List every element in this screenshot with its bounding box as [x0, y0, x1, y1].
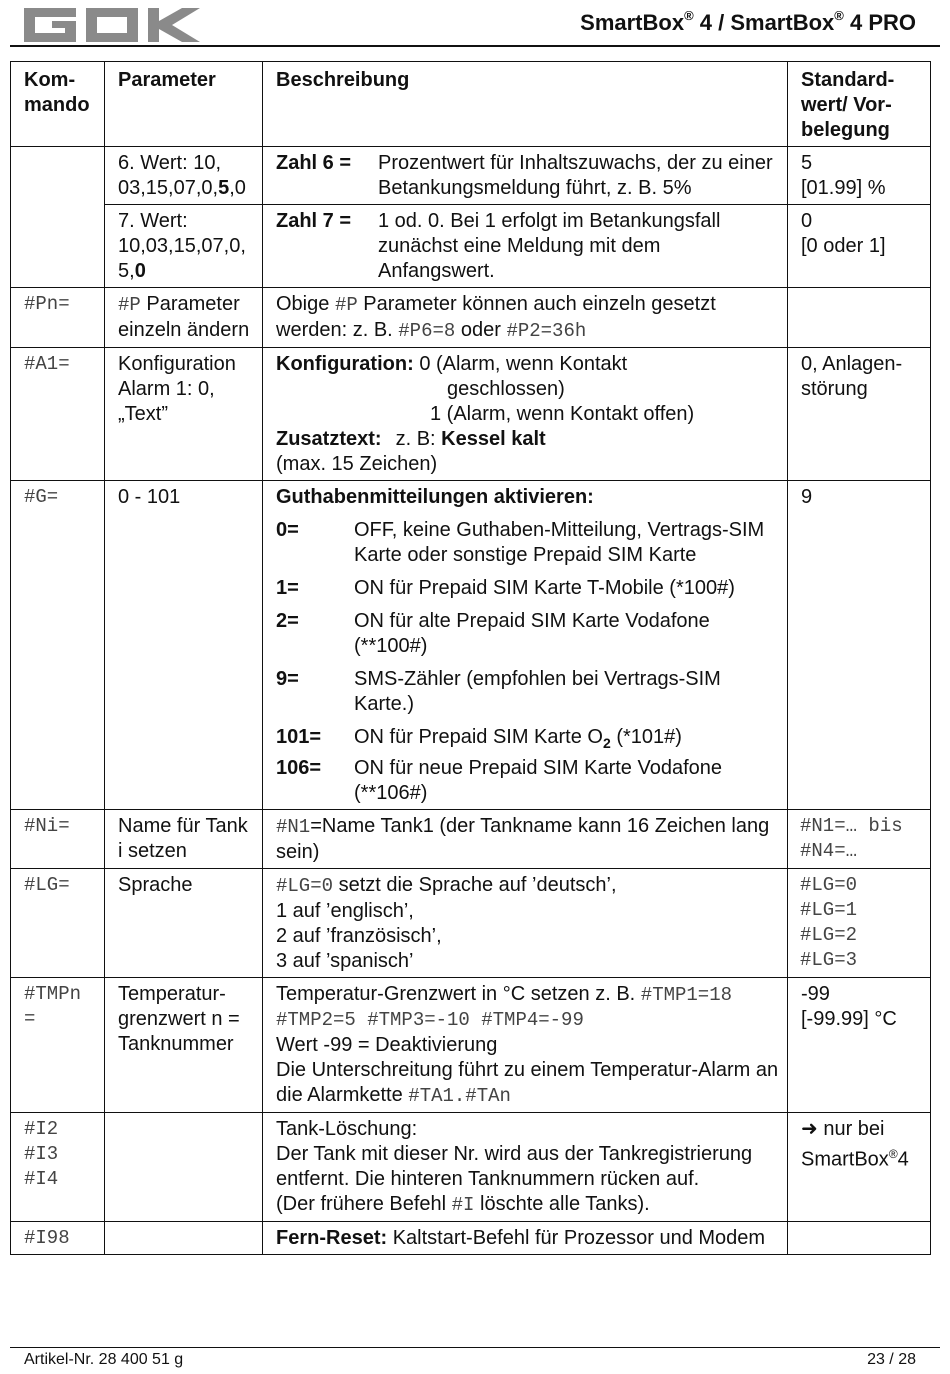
footer-rule: [10, 1347, 940, 1348]
desc-cell: #LG=0 setzt die Sprache auf ’deutsch’, 1 auf ’englisch’, 2 auf ’französisch’, 3 auf ’spanisch’: [263, 869, 788, 978]
arrow-right-icon: ➜: [801, 1118, 818, 1140]
desc-cell: Zahl 7 = 1 od. 0. Bei 1 erfolgt im Betankungsfall zunächst eine Meldung mit dem Anfangswert.: [263, 205, 788, 288]
header-rule: [10, 45, 940, 47]
param-cell-empty: [105, 1222, 263, 1255]
header-parameter: Parameter: [105, 62, 263, 147]
header-standard: Standard- wert/ Vor- belegung: [788, 62, 931, 147]
desc-cell: Zahl 6 = Prozentwert für Inhaltszuwachs, der zu einer Betankungsmeldung führt, z. B. 5%: [263, 147, 788, 205]
cmd-cell: #TMPn =: [11, 978, 105, 1113]
std-cell-empty: [788, 288, 931, 348]
cmd-cell: #I2 #I3 #I4: [11, 1113, 105, 1222]
std-cell: 5 [01.99] %: [788, 147, 931, 205]
desc-cell: Temperatur-Grenzwert in °C setzen z. B. #TMP1=18 #TMP2=5 #TMP3=-10 #TMP4=-99 Wert -99 = Deaktivierung Die Unterschreitung führt zu einem Temperatur-Alarm an die Alarmkette #TA1.#TAn: [263, 978, 788, 1113]
param-cell: 0 - 101: [105, 481, 263, 810]
desc-cell: Obige #P Parameter können auch einzeln gesetzt werden: z. B. #P6=8 oder #P2=36h: [263, 288, 788, 348]
desc-cell: Guthabenmitteilungen aktivieren: 0= OFF, keine Guthaben-Mitteilung, Vertrags-SIM Karte oder sonstige Prepaid SIM Karte 1= ON für Prepaid SIM Karte T-Mobile (*100#) 2= ON für alte Prepaid SIM Karte Vodafone (**100#) 9= SMS-Zähler (empfohlen bei Vertrags-SIM Karte.) 101= ON für Prepaid SIM Karte $O_2$ (*101#) 106= ON für neue Prepaid SIM Karte Vodafone (**106#): [263, 481, 788, 810]
param-cell: 6. Wert: 10, 03,15,07,0,5,0: [105, 147, 263, 205]
cmd-cell: #I98: [11, 1222, 105, 1255]
std-cell: 0, Anlagen-störung: [788, 348, 931, 481]
std-cell: 0 [0 oder 1]: [788, 205, 931, 288]
cmd-cell: #G=: [11, 481, 105, 810]
std-cell: -99 [-99.99] °C: [788, 978, 931, 1113]
cmd-cell: #A1=: [11, 348, 105, 481]
command-table: [10, 61, 931, 1255]
table-row: [11, 147, 931, 205]
table-row: [11, 205, 931, 288]
table-row: [11, 978, 931, 1113]
desc-cell: Tank-Löschung: Der Tank mit dieser Nr. wird aus der Tankregistrierung entfernt. Die hinteren Tanknummern rücken auf. (Der frühere Befehl #I löschte alle Tanks).: [263, 1113, 788, 1222]
param-cell: Sprache: [105, 869, 263, 978]
std-cell-empty: [788, 1222, 931, 1255]
std-cell: ➜ nur bei SmartBox®4: [788, 1113, 931, 1222]
product-title: SmartBox® 4 / SmartBox® 4 PRO: [580, 8, 916, 35]
param-cell: #P Parameter einzeln ändern: [105, 288, 263, 348]
param-cell: 7. Wert: 10,03,15,07,0, 5,0: [105, 205, 263, 288]
cmd-cell-empty: [11, 147, 105, 288]
param-cell-empty: [105, 1113, 263, 1222]
cmd-cell: #Ni=: [11, 810, 105, 869]
table-row: [11, 348, 931, 481]
param-cell: Name für Tank i setzen: [105, 810, 263, 869]
table-row: [11, 288, 931, 348]
table-row: [11, 810, 931, 869]
header-beschreibung: Beschreibung: [263, 62, 788, 147]
param-cell: Temperatur-grenzwert n = Tanknummer: [105, 978, 263, 1113]
desc-cell: Fern-Reset: Kaltstart-Befehl für Prozessor und Modem: [263, 1222, 788, 1255]
table-row: [11, 481, 931, 810]
desc-cell: Konfiguration: 0 (Alarm, wenn Kontakt geschlossen) 1 (Alarm, wenn Kontakt offen) Zusatztext: z. B: Kessel kalt (max. 15 Zeichen): [263, 348, 788, 481]
desc-cell: #N1=Name Tank1 (der Tankname kann 16 Zeichen lang sein): [263, 810, 788, 869]
table-row: [11, 869, 931, 978]
param-cell: Konfiguration Alarm 1: 0, „Text”: [105, 348, 263, 481]
table-row: [11, 1113, 931, 1222]
article-number: Artikel-Nr. 28 400 51 g: [24, 1351, 184, 1368]
table-header-row: [11, 62, 931, 147]
cmd-cell: #Pn=: [11, 288, 105, 348]
cmd-cell: #LG=: [11, 869, 105, 978]
std-cell: 9: [788, 481, 931, 810]
table-row: [11, 1222, 931, 1255]
std-cell: #LG=0 #LG=1 #LG=2 #LG=3: [788, 869, 931, 978]
page-number: 23 / 28: [867, 1351, 916, 1368]
gok-logo: [24, 8, 200, 42]
std-cell: #N1=… bis #N4=…: [788, 810, 931, 869]
header-kommando: Kom- mando: [11, 62, 105, 147]
